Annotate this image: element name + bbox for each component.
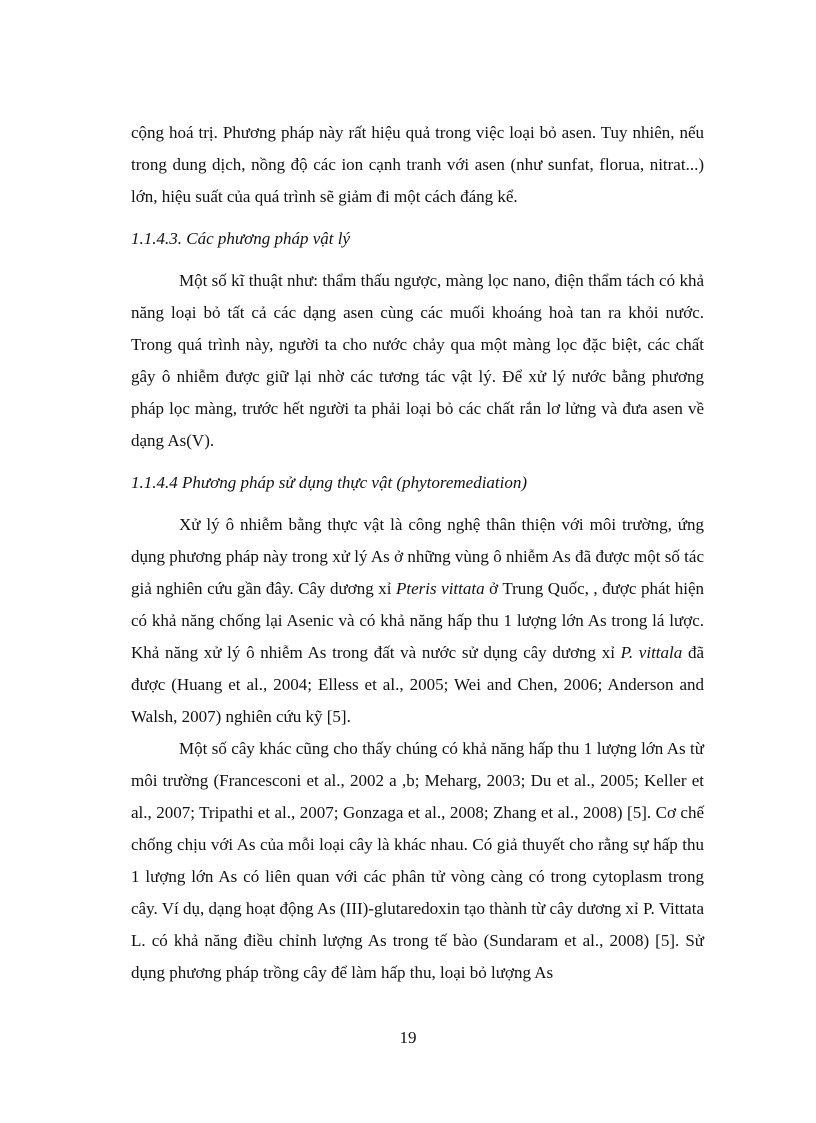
section-heading-1-1-4-4: 1.1.4.4 Phương pháp sử dụng thực vật (phytoremediation) bbox=[131, 473, 528, 492]
section-heading-1-1-4-3: 1.1.4.3. Các phương pháp vật lý bbox=[131, 229, 351, 248]
paragraph-4: Một số cây khác cũng cho thấy chúng có khả năng hấp thu 1 lượng lớn As từ môi trường (Francesconi et al., 2002 a ,b; Meharg, 2003; Du et al., 2005; Keller et al., 2007; Tripathi et al., 2007; Gonzaga et al., 2008; Zhang et al., 2008) [5]. Cơ chế chống chịu với As của mỗi loại cây là khác nhau. Có giả thuyết cho rằng sự hấp thu 1 lượng lớn As có liên quan với các phân tử vòng càng có trong cytoplasm trong cây. Ví dụ, dạng hoạt động As (III)-glutaredoxin tạo thành từ cây dương xỉ P. Vittata L. có khả năng điều chỉnh lượng As trong tế bào (Sundaram et al., 2008) [5]. Sử dụng phương pháp trồng cây để làm hấp thu, loại bỏ lượng As bbox=[131, 739, 704, 982]
paragraph-3-text-a: Xử lý ô nhiễm bằng thực vật là công nghệ thân thiện với môi trường, ứng dụng phương pháp này trong xử lý As ở những vùng ô nhiễm As đã được một số tác giả nghiên cứu gần đây. Cây dương xỉ bbox=[131, 515, 704, 598]
paragraph-3 bbox=[131, 509, 704, 733]
page-number: 19 bbox=[399, 1028, 417, 1047]
page-content bbox=[131, 117, 704, 989]
paragraph-1: cộng hoá trị. Phương pháp này rất hiệu quả trong việc loại bỏ asen. Tuy nhiên, nếu trong dung dịch, nồng độ các ion cạnh tranh với asen (như sunfat, florua, nitrat...) lớn, hiệu suất của quá trình sẽ giảm đi một cách đáng kể. bbox=[131, 123, 704, 206]
paragraph-3-text-c: ở Trung Quốc, , được phát hiện có khả năng chống lại Asenic và có khả năng hấp thu 1 lượng lớn As trong lá lược. Khả năng xử lý ô nhiễm As trong đất và nước sử dụng cây dương xỉ bbox=[131, 579, 704, 662]
species-name-pteris-vittata: Pteris vittata bbox=[396, 579, 485, 598]
paragraph-3-text-e: đã được (Huang et al., 2004; Elless et al., 2005; Wei and Chen, 2006; Anderson and Walsh, 2007) nghiên cứu kỹ [5]. bbox=[131, 643, 704, 726]
paragraph-2: Một số kĩ thuật như: thẩm thấu ngược, màng lọc nano, điện thẩm tách có khả năng loại bỏ tất cả các dạng asen cùng các muối khoáng hoà tan ra khỏi nước. Trong quá trình này, người ta cho nước chảy qua một màng lọc đặc biệt, các chất gây ô nhiễm được giữ lại nhờ các tương tác vật lý. Để xử lý nước bằng phương pháp lọc màng, trước hết người ta phải loại bỏ các chất rắn lơ lửng và đưa asen về dạng As(V). bbox=[131, 271, 704, 450]
species-name-p-vittala: P. vittala bbox=[620, 643, 683, 662]
